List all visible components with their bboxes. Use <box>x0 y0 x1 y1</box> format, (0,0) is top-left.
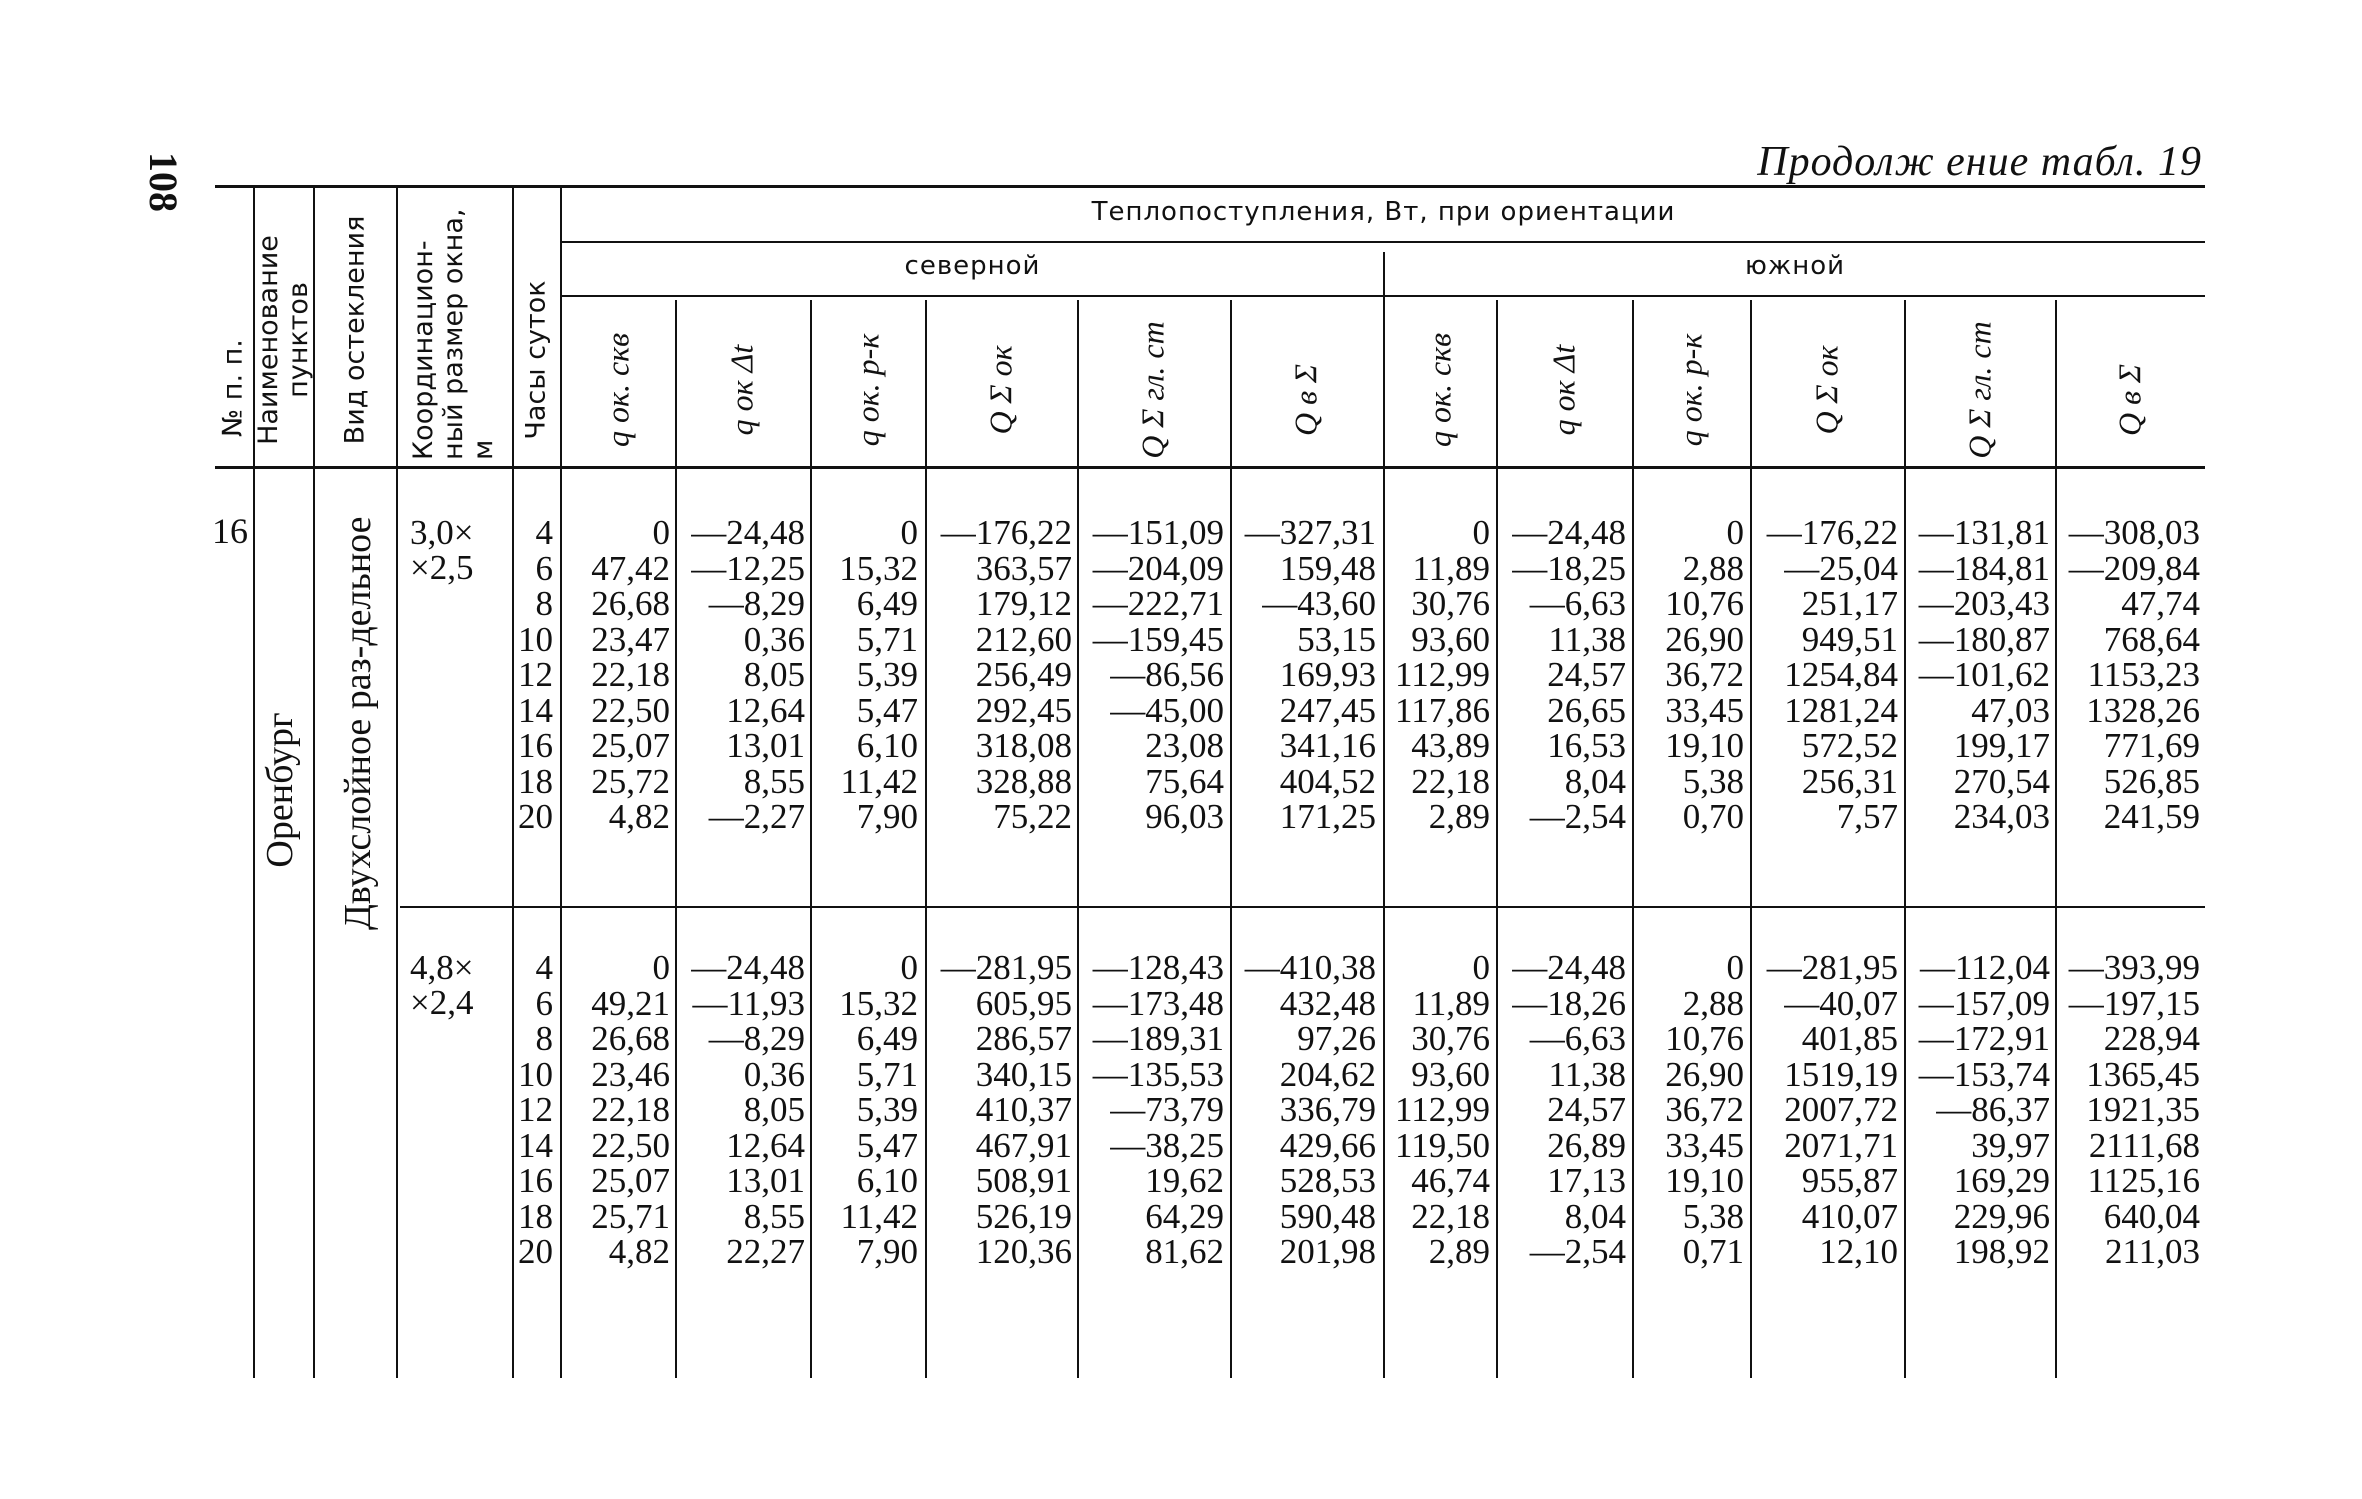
table-cell: —135,53 <box>1092 1054 1224 1094</box>
table-cell: 8,05 <box>743 655 805 694</box>
table-cell: —281,95 <box>940 948 1072 987</box>
col-rule-3 <box>396 188 398 1378</box>
table-cell: 8,55 <box>743 1196 805 1236</box>
table-cell: 22,18 <box>1411 761 1490 801</box>
table-cell: 22,18 <box>1411 1196 1490 1236</box>
table-cell: 10,76 <box>1665 584 1744 623</box>
table-cell: 19,10 <box>1665 1161 1744 1200</box>
table-cell: 2,88 <box>1682 983 1744 1023</box>
table-cell: 97,26 <box>1297 1019 1376 1058</box>
table-cell: 11,42 <box>840 761 918 801</box>
table-cell: 11,38 <box>1548 619 1626 659</box>
table-cell: 5,47 <box>856 690 918 730</box>
table-cell: —73,79 <box>1110 1090 1224 1129</box>
table-cell: 8,05 <box>743 1090 805 1129</box>
table-cell: —281,95 <box>1766 948 1898 987</box>
table-cell: 572,52 <box>1801 726 1898 765</box>
table-cell: 0 <box>1472 948 1490 987</box>
table-cell: —128,43 <box>1092 948 1224 987</box>
table-cell: 7,90 <box>856 797 918 836</box>
table-cell: 5,71 <box>856 619 918 659</box>
table-cell: —86,56 <box>1110 655 1224 694</box>
table-cell: —86,37 <box>1936 1090 2050 1129</box>
north-rule-4 <box>1077 300 1079 1378</box>
table-cell: 10,76 <box>1665 1019 1744 1058</box>
table-cell: 5,47 <box>856 1125 918 1165</box>
table-cell: 0 <box>652 948 670 987</box>
table-cell: 179,12 <box>975 584 1072 623</box>
table-cell: 11,42 <box>840 1196 918 1236</box>
table-cell: 199,17 <box>1953 726 2050 765</box>
table-cell: 112,99 <box>1395 655 1490 694</box>
table-cell: —184,81 <box>1918 548 2050 588</box>
south-rule-2 <box>1632 300 1634 1378</box>
hour-cell: 14 <box>518 1125 553 1165</box>
table-cell: 5,38 <box>1682 761 1744 801</box>
table-cell: 270,54 <box>1953 761 2050 801</box>
table-cell: 1125,16 <box>2087 1161 2200 1200</box>
table-cell: 341,16 <box>1279 726 1376 765</box>
table-cell: 2111,68 <box>2088 1125 2200 1165</box>
table-cell: 47,74 <box>2121 584 2200 623</box>
south-orientation-title: южной <box>1744 251 1846 281</box>
south-rule-5 <box>2055 300 2057 1378</box>
hour-cell: 20 <box>518 1232 553 1271</box>
table-cell: 1254,84 <box>1784 655 1898 694</box>
hour-cell: 16 <box>518 1161 553 1200</box>
table-cell: 24,57 <box>1547 655 1626 694</box>
table-cell: —18,25 <box>1512 548 1626 588</box>
table-cell: 247,45 <box>1279 690 1376 730</box>
table-cell: 229,96 <box>1953 1196 2050 1236</box>
table-cell: 26,90 <box>1665 1054 1744 1094</box>
table-cell: 117,86 <box>1395 690 1490 730</box>
table-cell: —153,74 <box>1918 1054 2050 1094</box>
table-cell: 81,62 <box>1145 1232 1224 1271</box>
table-cell: 241,59 <box>2103 797 2200 836</box>
hour-cell: 18 <box>518 761 553 801</box>
table-cell: 2,89 <box>1428 797 1490 836</box>
table-cell: 12,10 <box>1819 1232 1898 1271</box>
table-cell: 2071,71 <box>1784 1125 1898 1165</box>
table-cell: 949,51 <box>1801 619 1898 659</box>
table-cell: 23,46 <box>591 1054 670 1094</box>
table-cell: 1281,24 <box>1784 690 1898 730</box>
table-cell: 955,87 <box>1801 1161 1898 1200</box>
table-cell: —176,22 <box>940 513 1072 552</box>
north-rule-1 <box>675 300 677 1378</box>
table-cell: 75,64 <box>1145 761 1224 801</box>
hour-cell: 8 <box>535 1019 553 1058</box>
table-cell: 0,70 <box>1682 797 1744 836</box>
table-cell: 7,90 <box>856 1232 918 1271</box>
table-cell: 13,01 <box>726 1161 805 1200</box>
block-separator-rule <box>400 906 2205 908</box>
hour-cell: 6 <box>535 548 553 588</box>
table-cell: 30,76 <box>1411 1019 1490 1058</box>
table-cell: 6,49 <box>856 1019 918 1058</box>
block1-size-line2: ×2,5 <box>410 548 474 587</box>
table-cell: 336,79 <box>1279 1090 1376 1129</box>
table-cell: 13,01 <box>726 726 805 765</box>
table-cell: 11,89 <box>1412 983 1490 1023</box>
page: 108 Продолж ение табл. 19 Теплопоступления, Вт, при ориентации северной южной № п. п. Наименование пунктов Вид остекления Координацион-ный размер окна, м Часы суток q ок. скв q ок Δt q ок. р-к Q Σ ок Q Σ гл. ст Q в Σ q ок. скв q ок Δt q ок. р-к Q Σ ок Q Σ гл. ст Q в Σ 16 Оренбург Двухслойное раз-дельное 3,0× ×2,5 4,8× ×2,4 4 0 —24,48 0 —176,22 —151,09 —327,31 0 —24,48 0 —176,22 —131,81 —308,03 6 47,42 —12,25 15,32 363,57 —204,09 159,48 11,89 —18,25 2,88 —25,04 —184,81 —209,84 8 26,68 —8,29 6,49 179,12 —222,71 —43,60 30,76 —6,63 10,76 251,17 —203,43 47,74 10 23,47 0,36 5,71 212,60 —159,45 53,15 93,60 11,38 26,90 949,51 —180,87 768,64 12 22,18 8,05 5,39 256,49 —86,56 169,93 112,99 24,57 36,72 1254,84 —101,62 1153,23 14 22,50 12,64 5,47 292,45 —45,00 247,45 117,86 26,65 33,45 1281,24 47,03 1328,26 16 25,07 13,01 6,10 318,08 23,08 341,16 43,89 16,53 19,10 572,52 199,17 771,69 18 25,72 8,55 11,42 328,88 75,64 404,52 22,18 8,04 5,38 256,31 270,54 526,85 20 4,82 —2,27 7,90 75,22 96,03 171,25 2,89 —2,54 0,70 7,57 234,03 241,59 4 0 —24,48 0 —281,95 —128,43 —410,38 0 —24,48 0 —281,95 —112,04 —393,99 6 49,21 —11,93 15,32 605,95 —173,48 432,48 11,89 —18,26 2,88 —40,07 —157,09 —197,15 8 26,68 —8,29 6,49 286,57 —189,31 97,26 30,76 —6,63 10,76 401,85 —172,91 228,94 10 23,46 0,36 5,71 340,15 —135,53 204,62 93,60 11,38 26,90 1519,19 —153,74 1365,45 12 22,18 8,05 5,39 410,37 —73,79 336,79 112,99 24,57 36,72 2007,72 —86,37 1921,35 14 22,50 12,64 5,47 467,91 —38,25 429,66 119,50 26,89 33,45 2071,71 39,97 2111,68 16 25,07 13,01 6,10 508,91 19,62 528,53 46,74 17,13 19,10 955,87 169,29 1125,16 18 25,71 8,55 11,42 526,19 64,29 590,48 22,18 8,04 5,38 410,07 229,96 640,04 20 4,82 22,27 7,90 120,36 81,62 201,98 2,89 —2,54 0,71 12,10 198,92 211,03 <box>0 0 2362 1499</box>
table-cell: —24,48 <box>1512 948 1626 987</box>
hour-cell: 4 <box>535 948 553 987</box>
table-cell: 340,15 <box>975 1054 1072 1094</box>
table-cell: 363,57 <box>975 548 1072 588</box>
table-cell: 75,22 <box>993 797 1072 836</box>
table-cell: 5,71 <box>856 1054 918 1094</box>
table-cell: —209,84 <box>2068 548 2200 588</box>
table-cell: 11,38 <box>1548 1054 1626 1094</box>
table-cell: 2,88 <box>1682 548 1744 588</box>
table-cell: 198,92 <box>1953 1232 2050 1271</box>
table-cell: 8,04 <box>1564 761 1626 801</box>
table-cell: 204,62 <box>1279 1054 1376 1094</box>
table-cell: —24,48 <box>1512 513 1626 552</box>
table-cell: —159,45 <box>1092 619 1224 659</box>
block1-size-line1: 3,0× <box>410 513 474 552</box>
table-cell: 93,60 <box>1411 619 1490 659</box>
row-index: 16 <box>212 511 248 551</box>
table-cell: 24,57 <box>1547 1090 1626 1129</box>
table-cell: 234,03 <box>1953 797 2050 836</box>
hour-cell: 12 <box>518 655 553 694</box>
block2-size-line1: 4,8× <box>410 948 474 987</box>
hour-cell: 10 <box>518 1054 553 1094</box>
table-cell: 0 <box>652 513 670 552</box>
table-cell: —197,15 <box>2068 983 2200 1023</box>
table-cell: 25,07 <box>591 1161 670 1200</box>
table-cell: —176,22 <box>1766 513 1898 552</box>
table-cell: 2,89 <box>1428 1232 1490 1271</box>
table-cell: 22,18 <box>591 655 670 694</box>
table-cell: 25,71 <box>591 1196 670 1236</box>
table-cell: 6,10 <box>856 726 918 765</box>
table-cell: 26,89 <box>1547 1125 1626 1165</box>
table-cell: 771,69 <box>2103 726 2200 765</box>
hour-cell: 12 <box>518 1090 553 1129</box>
table-cell: 318,08 <box>975 726 1072 765</box>
table-cell: —11,93 <box>692 983 805 1023</box>
table-cell: —43,60 <box>1262 584 1376 623</box>
table-cell: —45,00 <box>1110 690 1224 730</box>
table-cell: —2,54 <box>1529 797 1626 836</box>
table-cell: 22,50 <box>591 690 670 730</box>
hour-cell: 4 <box>535 513 553 552</box>
table-cell: —131,81 <box>1918 513 2050 552</box>
table-cell: 22,50 <box>591 1125 670 1165</box>
table-cell: —112,04 <box>1920 948 2050 987</box>
hour-cell: 6 <box>535 983 553 1023</box>
table-cell: 22,18 <box>591 1090 670 1129</box>
south-rule-1 <box>1496 300 1498 1378</box>
table-cell: 33,45 <box>1665 690 1744 730</box>
table-cell: 159,48 <box>1279 548 1376 588</box>
table-cell: —18,26 <box>1512 983 1626 1023</box>
table-cell: 33,45 <box>1665 1125 1744 1165</box>
table-cell: 120,36 <box>975 1232 1072 1271</box>
table-cell: 1921,35 <box>2086 1090 2200 1129</box>
table-cell: —173,48 <box>1092 983 1224 1023</box>
table-cell: 0 <box>1726 948 1744 987</box>
table-cell: —8,29 <box>708 584 805 623</box>
table-cell: —6,63 <box>1529 584 1626 623</box>
table-cell: 4,82 <box>608 1232 670 1271</box>
hour-cell: 14 <box>518 690 553 730</box>
table-cell: 467,91 <box>975 1125 1072 1165</box>
table-cell: 7,57 <box>1836 797 1898 836</box>
heat-gain-group-title: Теплопоступления, Вт, при ориентации <box>1091 197 1676 227</box>
table-cell: 12,64 <box>726 1125 805 1165</box>
table-cell: 26,65 <box>1547 690 1626 730</box>
table-cell: 590,48 <box>1279 1196 1376 1236</box>
table-cell: 5,38 <box>1682 1196 1744 1236</box>
table-cell: 526,19 <box>975 1196 1072 1236</box>
table-cell: 0 <box>1726 513 1744 552</box>
table-cell: 36,72 <box>1665 1090 1744 1129</box>
table-cell: 404,52 <box>1279 761 1376 801</box>
south-rule-3 <box>1750 300 1752 1378</box>
table-cell: —410,38 <box>1244 948 1376 987</box>
table-cell: 112,99 <box>1395 1090 1490 1129</box>
table-cell: 26,68 <box>591 1019 670 1058</box>
table-cell: 43,89 <box>1411 726 1490 765</box>
table-cell: —172,91 <box>1918 1019 2050 1058</box>
table-cell: —393,99 <box>2068 948 2200 987</box>
table-cell: 96,03 <box>1145 797 1224 836</box>
block2-size-line2: ×2,4 <box>410 983 474 1022</box>
table-cell: 5,39 <box>856 655 918 694</box>
table-cell: 768,64 <box>2103 619 2200 659</box>
table-cell: 46,74 <box>1411 1161 1490 1200</box>
table-cell: 49,21 <box>591 983 670 1023</box>
col-rule-4 <box>512 188 514 1378</box>
table-cell: —157,09 <box>1918 983 2050 1023</box>
table-cell: 93,60 <box>1411 1054 1490 1094</box>
table-cell: 0,36 <box>743 619 805 659</box>
table-cell: —2,54 <box>1529 1232 1626 1271</box>
table-caption: Продолж ение табл. 19 <box>1757 139 2202 185</box>
table-cell: 169,29 <box>1953 1161 2050 1200</box>
table-cell: 6,49 <box>856 584 918 623</box>
south-rule-4 <box>1904 300 1906 1378</box>
table-cell: —203,43 <box>1918 584 2050 623</box>
table-cell: 4,82 <box>608 797 670 836</box>
table-cell: 228,94 <box>2103 1019 2200 1058</box>
table-cell: 212,60 <box>975 619 1072 659</box>
table-cell: 39,97 <box>1971 1125 2050 1165</box>
table-cell: —6,63 <box>1529 1019 1626 1058</box>
north-rule-5 <box>1230 300 1232 1378</box>
table-cell: 410,37 <box>975 1090 1072 1129</box>
table-cell: 19,10 <box>1665 726 1744 765</box>
hour-cell: 18 <box>518 1196 553 1236</box>
table-cell: 211,03 <box>2105 1232 2200 1271</box>
table-cell: 26,68 <box>591 584 670 623</box>
hour-cell: 16 <box>518 726 553 765</box>
table-cell: 292,45 <box>975 690 1072 730</box>
table-cell: 6,10 <box>856 1161 918 1200</box>
table-cell: —40,07 <box>1784 983 1898 1023</box>
table-cell: 47,03 <box>1971 690 2050 730</box>
table-cell: 0,36 <box>743 1054 805 1094</box>
table-cell: —25,04 <box>1784 548 1898 588</box>
table-cell: 19,62 <box>1145 1161 1224 1200</box>
hour-cell: 8 <box>535 584 553 623</box>
table-cell: —24,48 <box>691 948 805 987</box>
table-cell: 8,04 <box>1564 1196 1626 1236</box>
table-cell: 11,89 <box>1412 548 1490 588</box>
table-cell: —204,09 <box>1092 548 1224 588</box>
table-cell: 17,13 <box>1547 1161 1626 1200</box>
group-rule <box>562 241 2205 243</box>
table-cell: 1153,23 <box>2087 655 2200 694</box>
table-cell: 47,42 <box>591 548 670 588</box>
table-cell: —101,62 <box>1918 655 2050 694</box>
table-cell: 401,85 <box>1801 1019 1898 1058</box>
table-cell: 16,53 <box>1547 726 1626 765</box>
orientation-divider <box>1383 252 1385 1378</box>
table-cell: —24,48 <box>691 513 805 552</box>
table-cell: 8,55 <box>743 761 805 801</box>
table-cell: 286,57 <box>975 1019 1072 1058</box>
page-number: 108 <box>141 152 186 212</box>
table-cell: —151,09 <box>1092 513 1224 552</box>
table-cell: 23,08 <box>1145 726 1224 765</box>
table-cell: 25,72 <box>591 761 670 801</box>
table-cell: 328,88 <box>975 761 1072 801</box>
north-orientation-title: северной <box>904 251 1041 281</box>
north-rule-2 <box>810 300 812 1378</box>
table-cell: —38,25 <box>1110 1125 1224 1165</box>
table-cell: 2007,72 <box>1784 1090 1898 1129</box>
table-cell: 256,31 <box>1801 761 1898 801</box>
table-cell: 119,50 <box>1395 1125 1490 1165</box>
table-cell: 1365,45 <box>2086 1054 2200 1094</box>
table-cell: —180,87 <box>1918 619 2050 659</box>
table-cell: 64,29 <box>1145 1196 1224 1236</box>
table-cell: 429,66 <box>1279 1125 1376 1165</box>
table-cell: 1328,26 <box>2086 690 2200 730</box>
hour-cell: 20 <box>518 797 553 836</box>
table-cell: 36,72 <box>1665 655 1744 694</box>
table-cell: —222,71 <box>1092 584 1224 623</box>
table-cell: 528,53 <box>1279 1161 1376 1200</box>
table-cell: —8,29 <box>708 1019 805 1058</box>
table-cell: 169,93 <box>1279 655 1376 694</box>
table-cell: 5,39 <box>856 1090 918 1129</box>
table-cell: 15,32 <box>839 548 918 588</box>
table-cell: 30,76 <box>1411 584 1490 623</box>
table-cell: 0,71 <box>1682 1232 1744 1271</box>
table-cell: 0 <box>900 948 918 987</box>
table-cell: —2,27 <box>708 797 805 836</box>
table-cell: 432,48 <box>1279 983 1376 1023</box>
table-cell: 201,98 <box>1279 1232 1376 1271</box>
col-rule-5 <box>560 188 562 1378</box>
table-cell: 526,85 <box>2103 761 2200 801</box>
table-cell: 410,07 <box>1801 1196 1898 1236</box>
table-cell: 12,64 <box>726 690 805 730</box>
table-cell: 0 <box>1472 513 1490 552</box>
table-cell: —12,25 <box>691 548 805 588</box>
table-cell: —189,31 <box>1092 1019 1224 1058</box>
north-rule-3 <box>925 300 927 1378</box>
table-cell: 256,49 <box>975 655 1072 694</box>
table-cell: 22,27 <box>726 1232 805 1271</box>
table-cell: —308,03 <box>2068 513 2200 552</box>
table-cell: 171,25 <box>1279 797 1376 836</box>
table-cell: 251,17 <box>1801 584 1898 623</box>
table-cell: 25,07 <box>591 726 670 765</box>
table-cell: —327,31 <box>1244 513 1376 552</box>
table-cell: 53,15 <box>1297 619 1376 659</box>
hour-cell: 10 <box>518 619 553 659</box>
table-cell: 508,91 <box>975 1161 1072 1200</box>
table-cell: 605,95 <box>975 983 1072 1023</box>
table-cell: 26,90 <box>1665 619 1744 659</box>
table-cell: 0 <box>900 513 918 552</box>
table-cell: 1519,19 <box>1784 1054 1898 1094</box>
table-cell: 15,32 <box>839 983 918 1023</box>
table-cell: 23,47 <box>591 619 670 659</box>
table-cell: 640,04 <box>2103 1196 2200 1236</box>
